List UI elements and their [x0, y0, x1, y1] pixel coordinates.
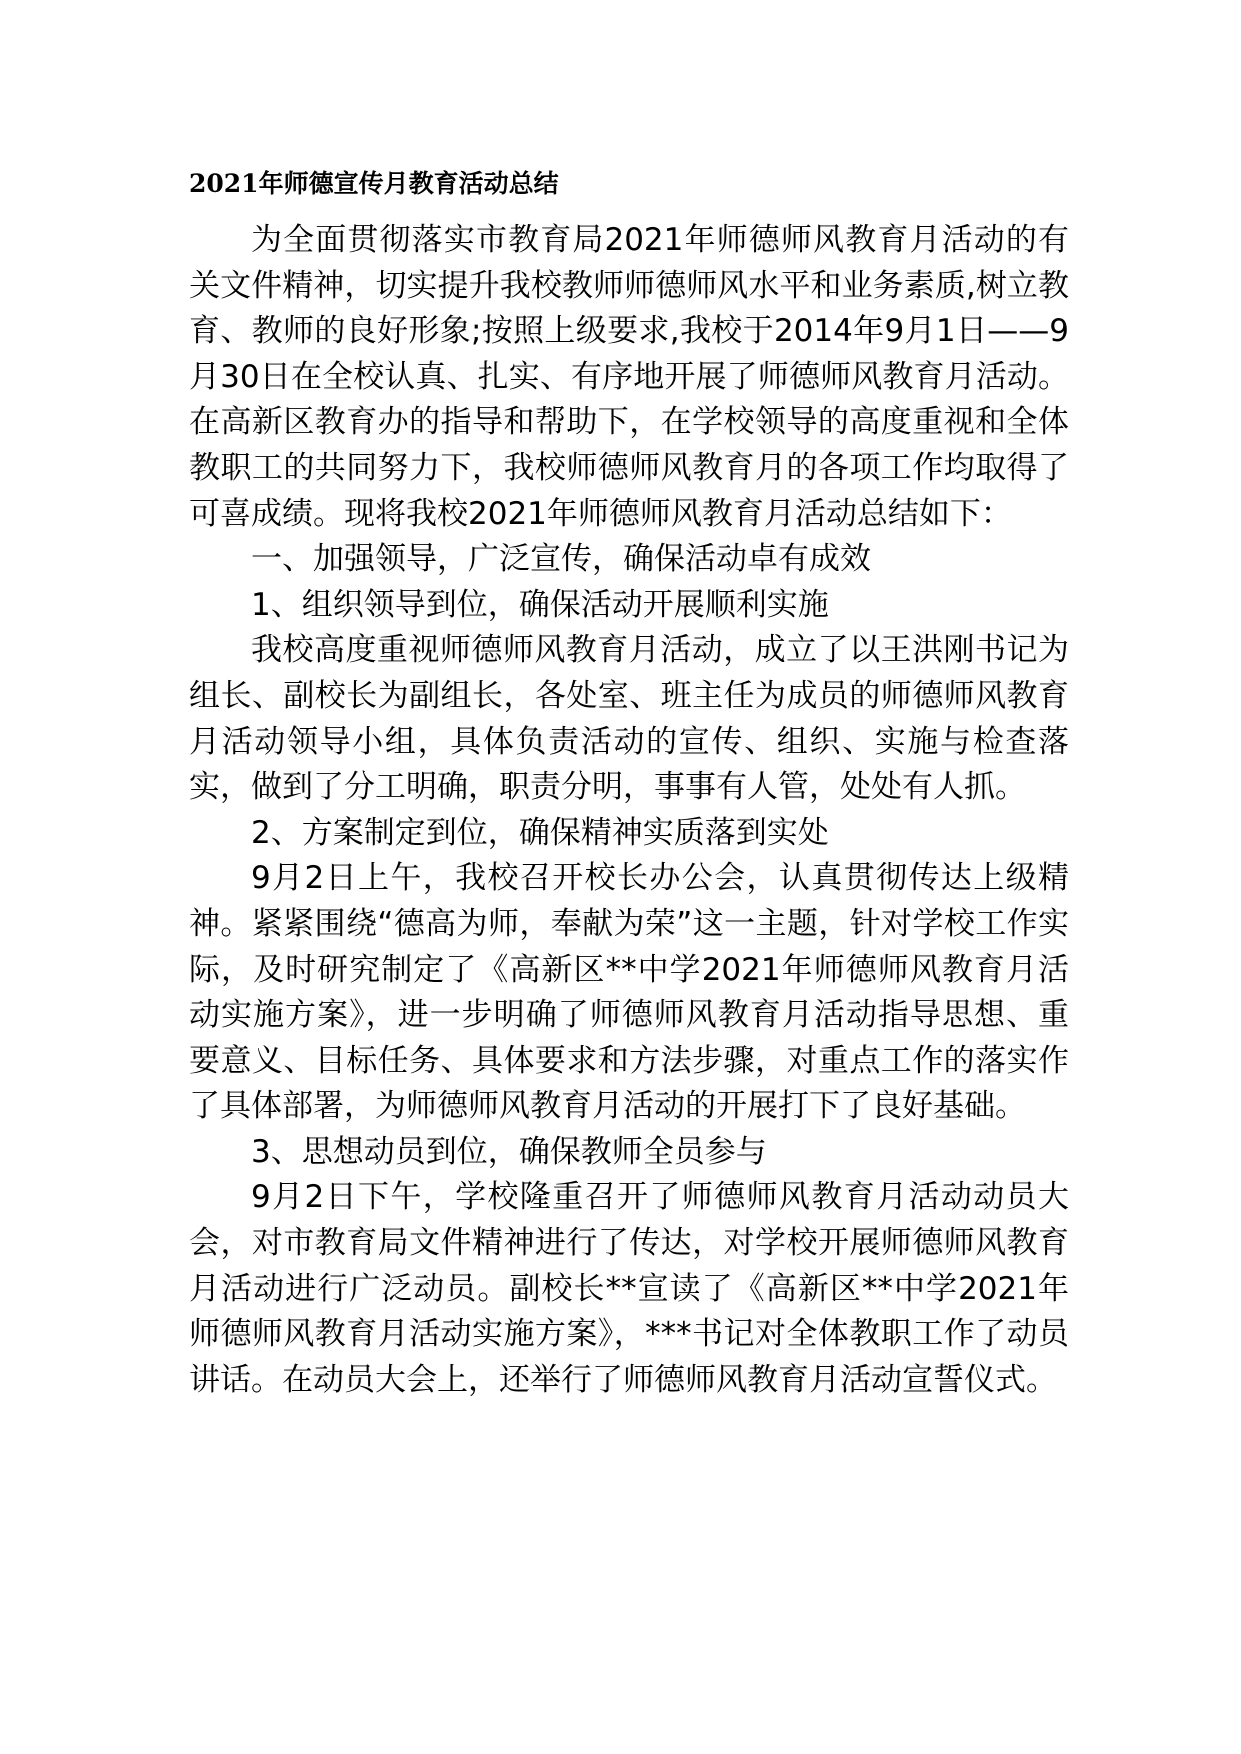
paragraph-subsection-3: 9月2日下午，学校隆重召开了师德师风教育月活动动员大会，对市教育局文件精神进行了传达，对学校开展师德师风教育月活动进行广泛动员。副校长**宣读了《高新区**中学2021年师德师风教育月活动实施方案》，***书记对全体教职工作了动员讲话。在动员大会上，还举行了师德师风教育月活动宣誓仪式。 [189, 1179, 1069, 1398]
paragraph-subsection-1: 我校高度重视师德师风教育月活动，成立了以王洪刚书记为组长、副校长为副组长，各处室、班主任为成员的师德师风教育月活动领导小组，具体负责活动的宣传、组织、实施与检查落实，做到了分工明确，职责分明，事事有人管，处处有人抓。 [189, 632, 1069, 806]
heading-subsection-1: 1、组织领导到位，确保活动开展顺利实施 [251, 586, 829, 623]
heading-section-1: 一、加强领导，广泛宣传，确保活动卓有成效 [251, 541, 871, 578]
document-body [189, 218, 1069, 1403]
paragraph-subsection-2: 9月2日上午，我校召开校长办公会，认真贯彻传达上级精神。紧紧围绕“德高为师，奉献为荣”这一主题，针对学校工作实际，及时研究制定了《高新区**中学2021年师德师风教育月活动实施方案》，进一步明确了师德师风教育月活动指导思想、重要意义、目标任务、具体要求和方法步骤，对重点工作的落实作了具体部署，为师德师风教育月活动的开展打下了良好基础。 [189, 860, 1069, 1125]
paragraph-intro: 为全面贯彻落实市教育局2021年师德师风教育月活动的有关文件精神，切实提升我校教师师德师风水平和业务素质,树立教育、教师的良好形象;按照上级要求,我校于2014年9月1日——9月30日在全校认真、扎实、有序地开展了师德师风教育月活动。在高新区教育办的指导和帮助下，在学校领导的高度重视和全体教职工的共同努力下，我校师德师风教育月的各项工作均取得了可喜成绩。现将我校2021年师德师风教育月活动总结如下： [189, 222, 1069, 532]
heading-subsection-2: 2、方案制定到位，确保精神实质落到实处 [251, 814, 829, 851]
document-title: 2021年师德宣传月教育活动总结 [189, 169, 559, 198]
heading-subsection-3: 3、思想动员到位，确保教师全员参与 [251, 1133, 767, 1170]
